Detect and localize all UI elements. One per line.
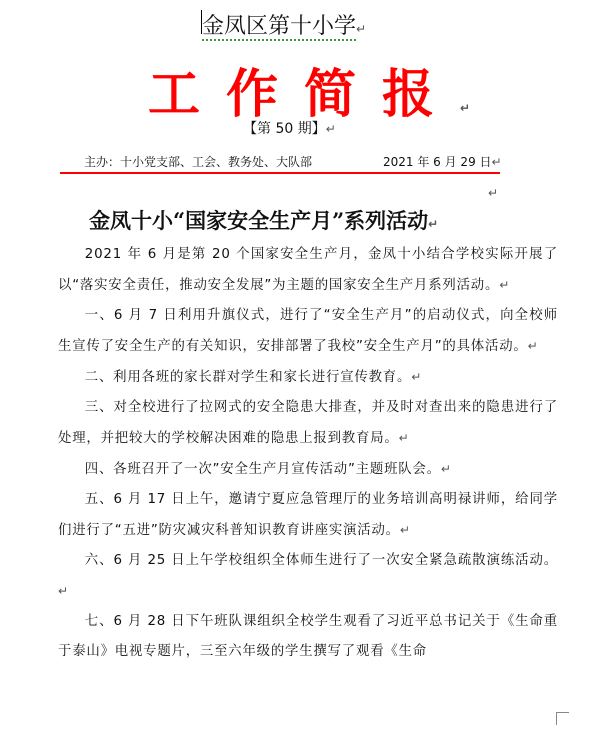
paragraph-mark-icon: ↵ [460, 101, 471, 115]
paragraph-text: 五、6 月 17 日上午，邀请宁夏应急管理厅的业务培训高明禄讲师，给同学们进行了“五进”防灾减灾科普知识教育讲座实演活动。 [58, 492, 558, 538]
paragraph-mark-icon: ↵ [399, 523, 411, 537]
paragraph-text: 二、利用各班的家长群对学生和家长进行宣传教育。 [84, 370, 412, 385]
host-text: 主办：十小党支部、工会、教务处、大队部 [84, 155, 313, 169]
paragraph-mark-icon: ↵ [527, 339, 539, 353]
paragraph-mark-icon: ↵ [398, 431, 410, 445]
empty-paragraph[interactable] [488, 182, 498, 201]
paragraph-mark-icon: ↵ [58, 584, 69, 598]
red-divider-line [60, 172, 500, 174]
paragraph-mark-icon: ↵ [411, 370, 423, 384]
paragraph-text: 七、6 月 28 日下午班队课组织全校学生观看了习近平总书记关于《生命重于泰山》电视专题片，三至六年级的学生撰写了观看《生命 [58, 614, 558, 659]
issue-number[interactable] [243, 118, 336, 138]
school-name[interactable] [202, 9, 366, 40]
body-paragraph[interactable] [58, 485, 558, 546]
body-paragraph[interactable] [58, 362, 558, 393]
article-title[interactable] [89, 205, 438, 235]
text-boundary-corner [556, 712, 569, 725]
paragraph-text: 一、6 月 7 日利用升旗仪式，进行了“安全生产月”的启动仪式，向全校师生宣传了安全生产的有关知识，安排部署了我校”安全生产月”的具体活动。 [58, 308, 558, 354]
body-paragraph[interactable] [58, 301, 558, 362]
paragraph-mark-icon: ↵ [488, 186, 499, 200]
paragraph-text: 四、各班召开了一次”安全生产月宣传活动”主题班队会。 [84, 462, 441, 477]
body-paragraph[interactable] [58, 454, 558, 485]
body-paragraph[interactable] [58, 607, 558, 667]
paragraph-text: 三、对全校进行了拉网式的安全隐患大排查，并及时对查出来的隐患进行了处理，并把较大的学校解决困难的隐患上报到教育局。 [58, 400, 558, 446]
issue-text: 【第 50 期】 [243, 121, 326, 137]
newsletter-banner[interactable] [148, 52, 470, 127]
article-title-text: 金凤十小“国家安全生产月”系列活动 [89, 208, 429, 233]
paragraph-text: 2021 年 6 月是第 20 个国家安全生产月，金凤十小结合学校实际开展了以“落实安全责任，推动安全发展”为主题的国家安全生产月系列活动。 [58, 247, 558, 293]
body-paragraph[interactable] [58, 240, 558, 301]
issue-date[interactable] [383, 153, 502, 170]
body-paragraph[interactable] [58, 546, 558, 607]
banner-text: 工作简报 [148, 64, 461, 125]
paragraph-mark-icon: ↵ [356, 22, 367, 36]
paragraph-mark-icon: ↵ [499, 278, 511, 292]
paragraph-mark-icon: ↵ [491, 155, 502, 169]
date-text: 2021 年 6 月 29 日 [383, 155, 492, 169]
body-paragraph[interactable] [58, 393, 558, 454]
school-name-text: 金凤区第十小学 [202, 14, 357, 39]
paragraph-mark-icon: ↵ [428, 217, 439, 231]
host-line[interactable] [84, 153, 312, 170]
paragraph-text: 六、6 月 25 日上午学校组织全体师生进行了一次安全紧急疏散演练活动。 [84, 553, 558, 568]
paragraph-mark-icon: ↵ [440, 462, 452, 476]
article-body [58, 240, 558, 667]
paragraph-mark-icon: ↵ [325, 122, 336, 136]
